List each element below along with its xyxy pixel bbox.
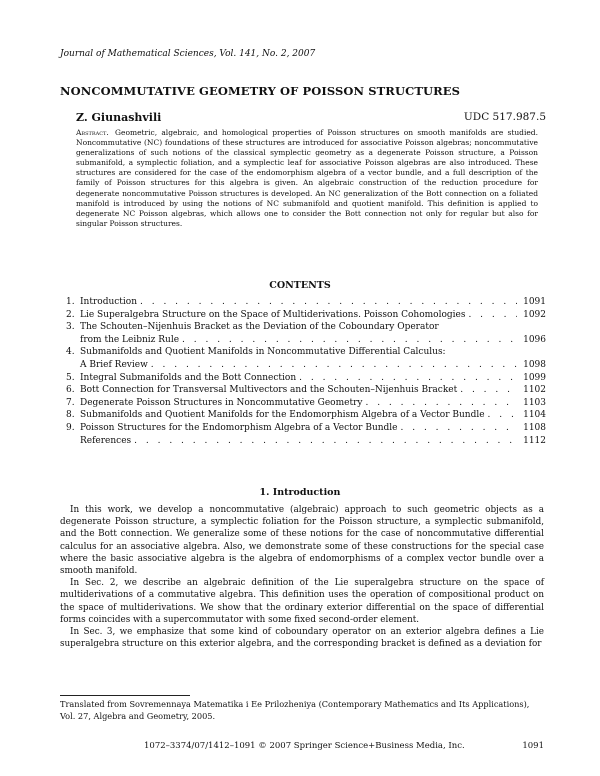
toc-entry[interactable] <box>66 309 546 322</box>
toc-leader <box>134 435 517 448</box>
paragraph: In Sec. 2, we describe an algebraic definition of the Lie superalgebra structure on the space of multiderivations of a commutative algebra. This definition uses the operation of compositional product on the space of multiderivations. We show that the ordinary exterior differential on the space of differential forms coincides with a supercommutator with some fixed second-order element. <box>60 578 544 625</box>
toc-leader <box>401 422 517 435</box>
page-number: 1091 <box>522 741 544 751</box>
toc-page: 1091 <box>523 297 546 307</box>
toc-page: 1104 <box>523 410 546 421</box>
toc-page: 1096 <box>523 334 546 345</box>
toc-title-line1: Submanifolds and Quotient Manifolds in Noncommutative Differential Calculus: <box>80 347 446 358</box>
toc-title: Bott Connection for Transversal Multivectors and the Schouten–Nijenhuis Bracket <box>80 385 458 396</box>
toc-entry-line2[interactable] <box>66 334 546 347</box>
toc-title: from the Leibniz Rule <box>80 334 180 345</box>
paper-title: NONCOMMUTATIVE GEOMETRY OF POISSON STRUCTURES <box>60 84 461 98</box>
section-body <box>60 504 544 650</box>
toc-number: 1. <box>66 297 75 307</box>
toc-entry[interactable] <box>66 422 546 435</box>
toc-page: 1108 <box>523 422 546 433</box>
toc-title: Lie Superalgebra Structure on the Space of Multiderivations. Poisson Cohomologies <box>80 309 466 320</box>
toc-entry[interactable] <box>66 384 546 397</box>
toc-number: 5. <box>66 372 75 383</box>
footnote: Translated from Sovremennaya Matematika i Ee Prilozheniya (Contemporary Mathematics and Its Applications), Vol. 27, Algebra and Geometry, 2005. <box>60 699 530 721</box>
toc-number: 3. <box>66 322 75 333</box>
toc-title: Introduction <box>80 297 137 307</box>
toc-entry-references[interactable] <box>66 435 546 448</box>
toc-entry[interactable] <box>66 397 546 410</box>
paragraph: In Sec. 3, we emphasize that some kind of coboundary operator on an exterior algebra defines a Lie superalgebra structure on this exterior algebra, and the corresponding bracket is defined as a deviation for <box>60 627 544 650</box>
paragraph: In this work, we develop a noncommutative (algebraic) approach to such geometric objects as a degenerate Poisson structure, a symplectic foliation for the Poisson structure, a symplectic submanifold, and the Bott connection. We generalize some of these notions for the case of noncommutative differential calculus for an associative algebra. Also, we demonstrate some of these constructions for the special case where the basic associative algebra is the algebra of endomorphisms of a complex vector bundle over a smooth manifold. <box>60 505 544 577</box>
toc-number: 9. <box>66 422 75 433</box>
journal-citation: Journal of Mathematical Sciences, Vol. 141, No. 2, 2007 <box>60 49 316 59</box>
toc-title: Integral Submanifolds and the Bott Connection <box>80 372 297 383</box>
toc-leader <box>140 296 517 309</box>
toc-title: Submanifolds and Quotient Manifolds for the Endomorphism Algebra of a Vector Bundle <box>80 410 485 421</box>
toc-title: Poisson Structures for the Endomorphism Algebra of a Vector Bundle <box>80 422 398 433</box>
toc-entry-line1[interactable] <box>66 321 546 334</box>
toc-title: A Brief Review <box>80 359 148 370</box>
toc-number: 7. <box>66 397 75 408</box>
toc-leader <box>365 397 517 410</box>
toc-page: 1112 <box>523 435 546 446</box>
toc-leader <box>151 359 517 372</box>
toc-title: References <box>80 435 132 446</box>
udc-code: UDC 517.987.5 <box>463 111 546 123</box>
toc-leader <box>182 334 517 347</box>
toc-page: 1099 <box>523 372 546 383</box>
toc-entry-line2[interactable] <box>66 359 546 372</box>
footnote-divider <box>60 695 190 696</box>
contents-heading: CONTENTS <box>269 280 331 291</box>
toc-page: 1098 <box>523 359 546 370</box>
abstract-label: Abstract. <box>76 128 109 137</box>
toc-entry[interactable] <box>66 409 546 422</box>
table-of-contents <box>66 296 546 447</box>
abstract-text: Geometric, algebraic, and homological properties of Poisson structures on smooth manifolds are studied. Noncommutative (NC) foundations of these structures are introduced for associative Poisson algebras; noncommutative generalizations of such notions of the classical symplectic geometry as a degenerate Poisson structure, a Poisson submanifold, a symplectic foliation, and a symplectic leaf for associative Poisson algebras are also introduced. These structures are considered for the case of the endomorphism algebra of a vector bundle, and a full description of the family of Poisson structures for this algebra is given. An algebraic construction of the reduction procedure for degenerate noncommutative Poisson structures is developed. An NC generalization of the Bott connection on a foliated manifold is introduced by using the notions of NC submanifold and quotient manifold. This definition is applied to degenerate NC Poisson algebras, which allows one to consider the Bott connection not only for regular but also for singular Poisson structures. <box>76 128 538 228</box>
toc-entry[interactable] <box>66 296 546 309</box>
toc-number: 2. <box>66 309 75 320</box>
toc-leader <box>299 372 517 385</box>
section-heading: 1. Introduction <box>259 487 341 498</box>
toc-title: Degenerate Poisson Structures in Noncommutative Geometry <box>80 397 363 408</box>
toc-title-line1: The Schouten–Nijenhuis Bracket as the Deviation of the Coboundary Operator <box>80 322 439 333</box>
toc-page: 1103 <box>523 397 546 408</box>
toc-page: 1102 <box>523 385 546 396</box>
author-name: Z. Giunashvili <box>76 111 162 124</box>
toc-entry[interactable] <box>66 372 546 385</box>
toc-page: 1092 <box>523 309 546 320</box>
abstract <box>76 128 538 229</box>
toc-number: 4. <box>66 347 75 358</box>
toc-number: 8. <box>66 410 75 421</box>
toc-number: 6. <box>66 385 75 396</box>
toc-entry-line1[interactable] <box>66 346 546 359</box>
copyright-line: 1072–3374/07/1412–1091 © 2007 Springer Science+Business Media, Inc. <box>144 741 465 751</box>
toc-leader <box>460 384 517 397</box>
toc-leader <box>488 409 517 422</box>
toc-leader <box>468 309 517 322</box>
